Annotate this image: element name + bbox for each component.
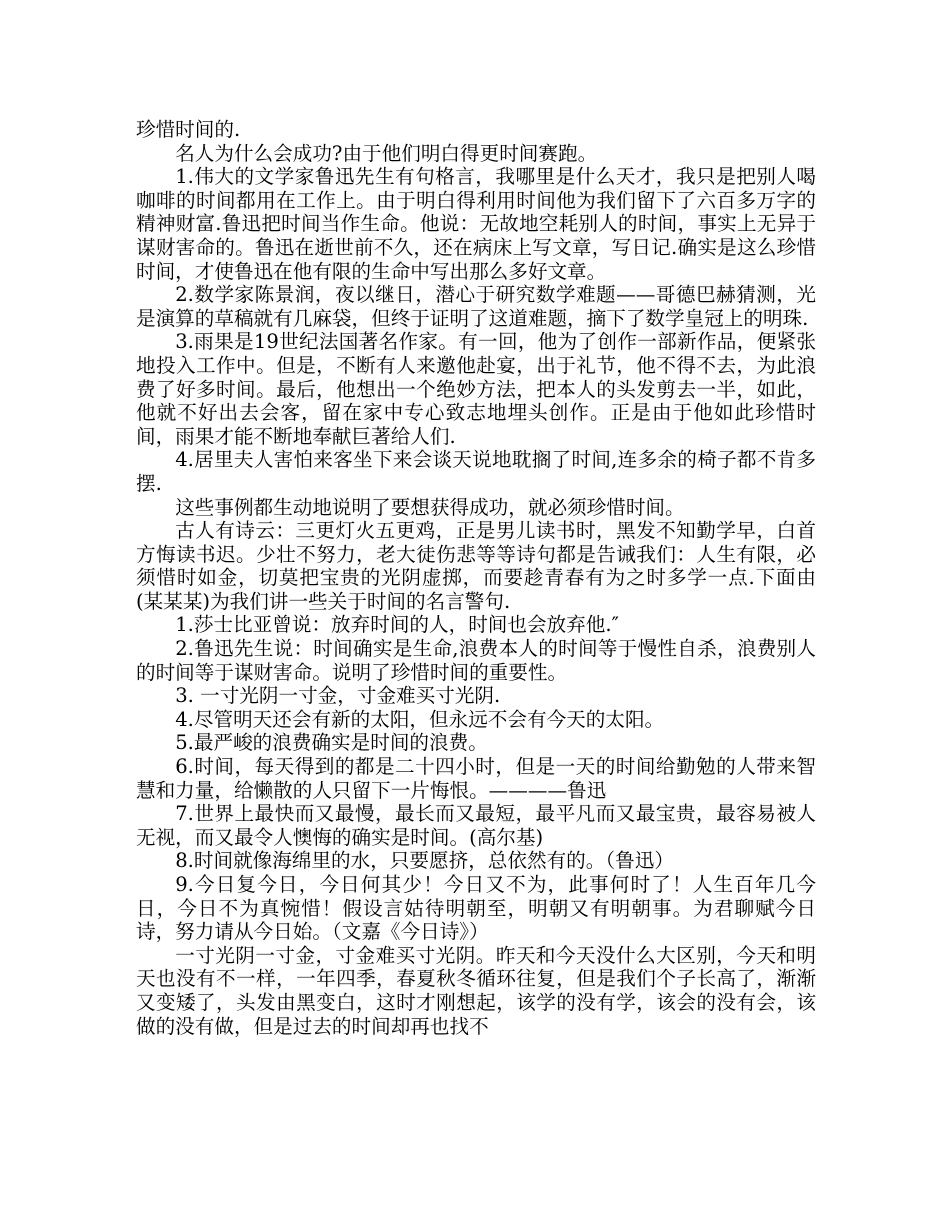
paragraph-quote-9: 9.今日复今日，今日何其少！今日又不为，此事何时了！人生百年几今日，今日不为真惋惜！假设言姑待明朝至，明朝又有明朝事。为君聊赋今日诗，努力请从今日始。（文嘉《今日诗》） bbox=[136, 873, 816, 944]
paragraph-example-curie: 4.居里夫人害怕来客坐下来会谈天说地耽搁了时间,连多余的椅子都不肯多摆. bbox=[136, 448, 816, 495]
paragraph-summary: 这些事例都生动地说明了要想获得成功，就必须珍惜时间。 bbox=[175, 495, 685, 519]
paragraph-quote-4: 4.尽管明天还会有新的太阳，但永远不会有今天的太阳。 bbox=[175, 707, 665, 731]
paragraph-quote-7: 7.世界上最快而又最慢，最长而又最短，最平凡而又最宝贵，最容易被人无视，而又最令人懊悔的确实是时间。(高尔基) bbox=[136, 802, 816, 849]
paragraph-continuation: 珍惜时间的. bbox=[136, 118, 241, 141]
paragraph-quote-8: 8.时间就像海绵里的水，只要愿挤，总依然有的。（鲁迅） bbox=[175, 849, 674, 873]
paragraph-quote-2: 2.鲁迅先生说：时间确实是生命,浪费本人的时间等于慢性自杀，浪费别人的时间等于谋财害命。说明了珍惜时间的重要性。 bbox=[136, 637, 816, 684]
paragraph-example-luxun: 1.伟大的文学家鲁迅先生有句格言，我哪里是什么天才，我只是把别人喝咖啡的时间都用在工作上。由于明白得利用时间他为我们留下了六百多万字的精神财富.鲁迅把时间当作生命。他说：无故地空耗别人的时间，事实上无异于谋财害命的。鲁迅在逝世前不久，还在病床上写文章，写日记.确实是这么珍惜时间，才使鲁迅在他有限的生命中写出那么多好文章。 bbox=[136, 165, 816, 283]
paragraph-ancient-poem: 古人有诗云：三更灯火五更鸡，正是男儿读书时，黑发不知勤学早，白首方悔读书迟。少壮不努力，老大徒伤悲等等诗句都是告诫我们：人生有限，必须惜时如金，切莫把宝贵的光阴虚掷，而要趁青春有为之时多学一点.下面由(某某某)为我们讲一些关于时间的名言警句. bbox=[136, 519, 816, 613]
paragraph-intro-question: 名人为什么会成功?由于他们明白得更时间赛跑。 bbox=[175, 141, 598, 165]
paragraph-quote-3: 3. 一寸光阴一寸金，寸金难买寸光阴. bbox=[175, 684, 501, 708]
paragraph-quote-6: 6.时间，每天得到的都是二十四小时，但是一天的时间给勤勉的人带来智慧和力量，给懒散的人只留下一片悔恨。————鲁迅 bbox=[136, 755, 816, 802]
paragraph-conclusion: 一寸光阴一寸金，寸金难买寸光阴。昨天和今天没什么大区别，今天和明天也没有不一样，一年四季，春夏秋冬循环往复，但是我们个子长高了，渐渐又变矮了，头发由黑变白，这时才刚想起，该学的没有学，该会的没有会，该做的没有做，但是过去的时间却再也找不 bbox=[136, 943, 816, 1038]
paragraph-example-hugo: 3.雨果是19世纪法国著名作家。有一回，他为了创作一部新作品，便紧张地投入工作中。但是，不断有人来邀他赴宴，出于礼节，他不得不去，为此浪费了好多时间。最后，他想出一个绝妙方法，把本人的头发剪去一半，如此，他就不好出去会客，留在家中专心致志地埋头创作。正是由于他如此珍惜时间，雨果才能不断地奉献巨著给人们. bbox=[136, 330, 816, 448]
document-body bbox=[136, 118, 816, 1038]
paragraph-quote-5: 5.最严峻的浪费确实是时间的浪费。 bbox=[175, 731, 488, 755]
paragraph-quote-1: 1.莎士比亚曾说：放弃时间的人，时间也会放弃他.″ bbox=[175, 613, 619, 637]
paragraph-example-chen-jingrun: 2.数学家陈景润，夜以继日，潜心于研究数学难题——哥德巴赫猜测，光是演算的草稿就有几麻袋，但终于证明了这道难题，摘下了数学皇冠上的明珠. bbox=[136, 283, 816, 330]
